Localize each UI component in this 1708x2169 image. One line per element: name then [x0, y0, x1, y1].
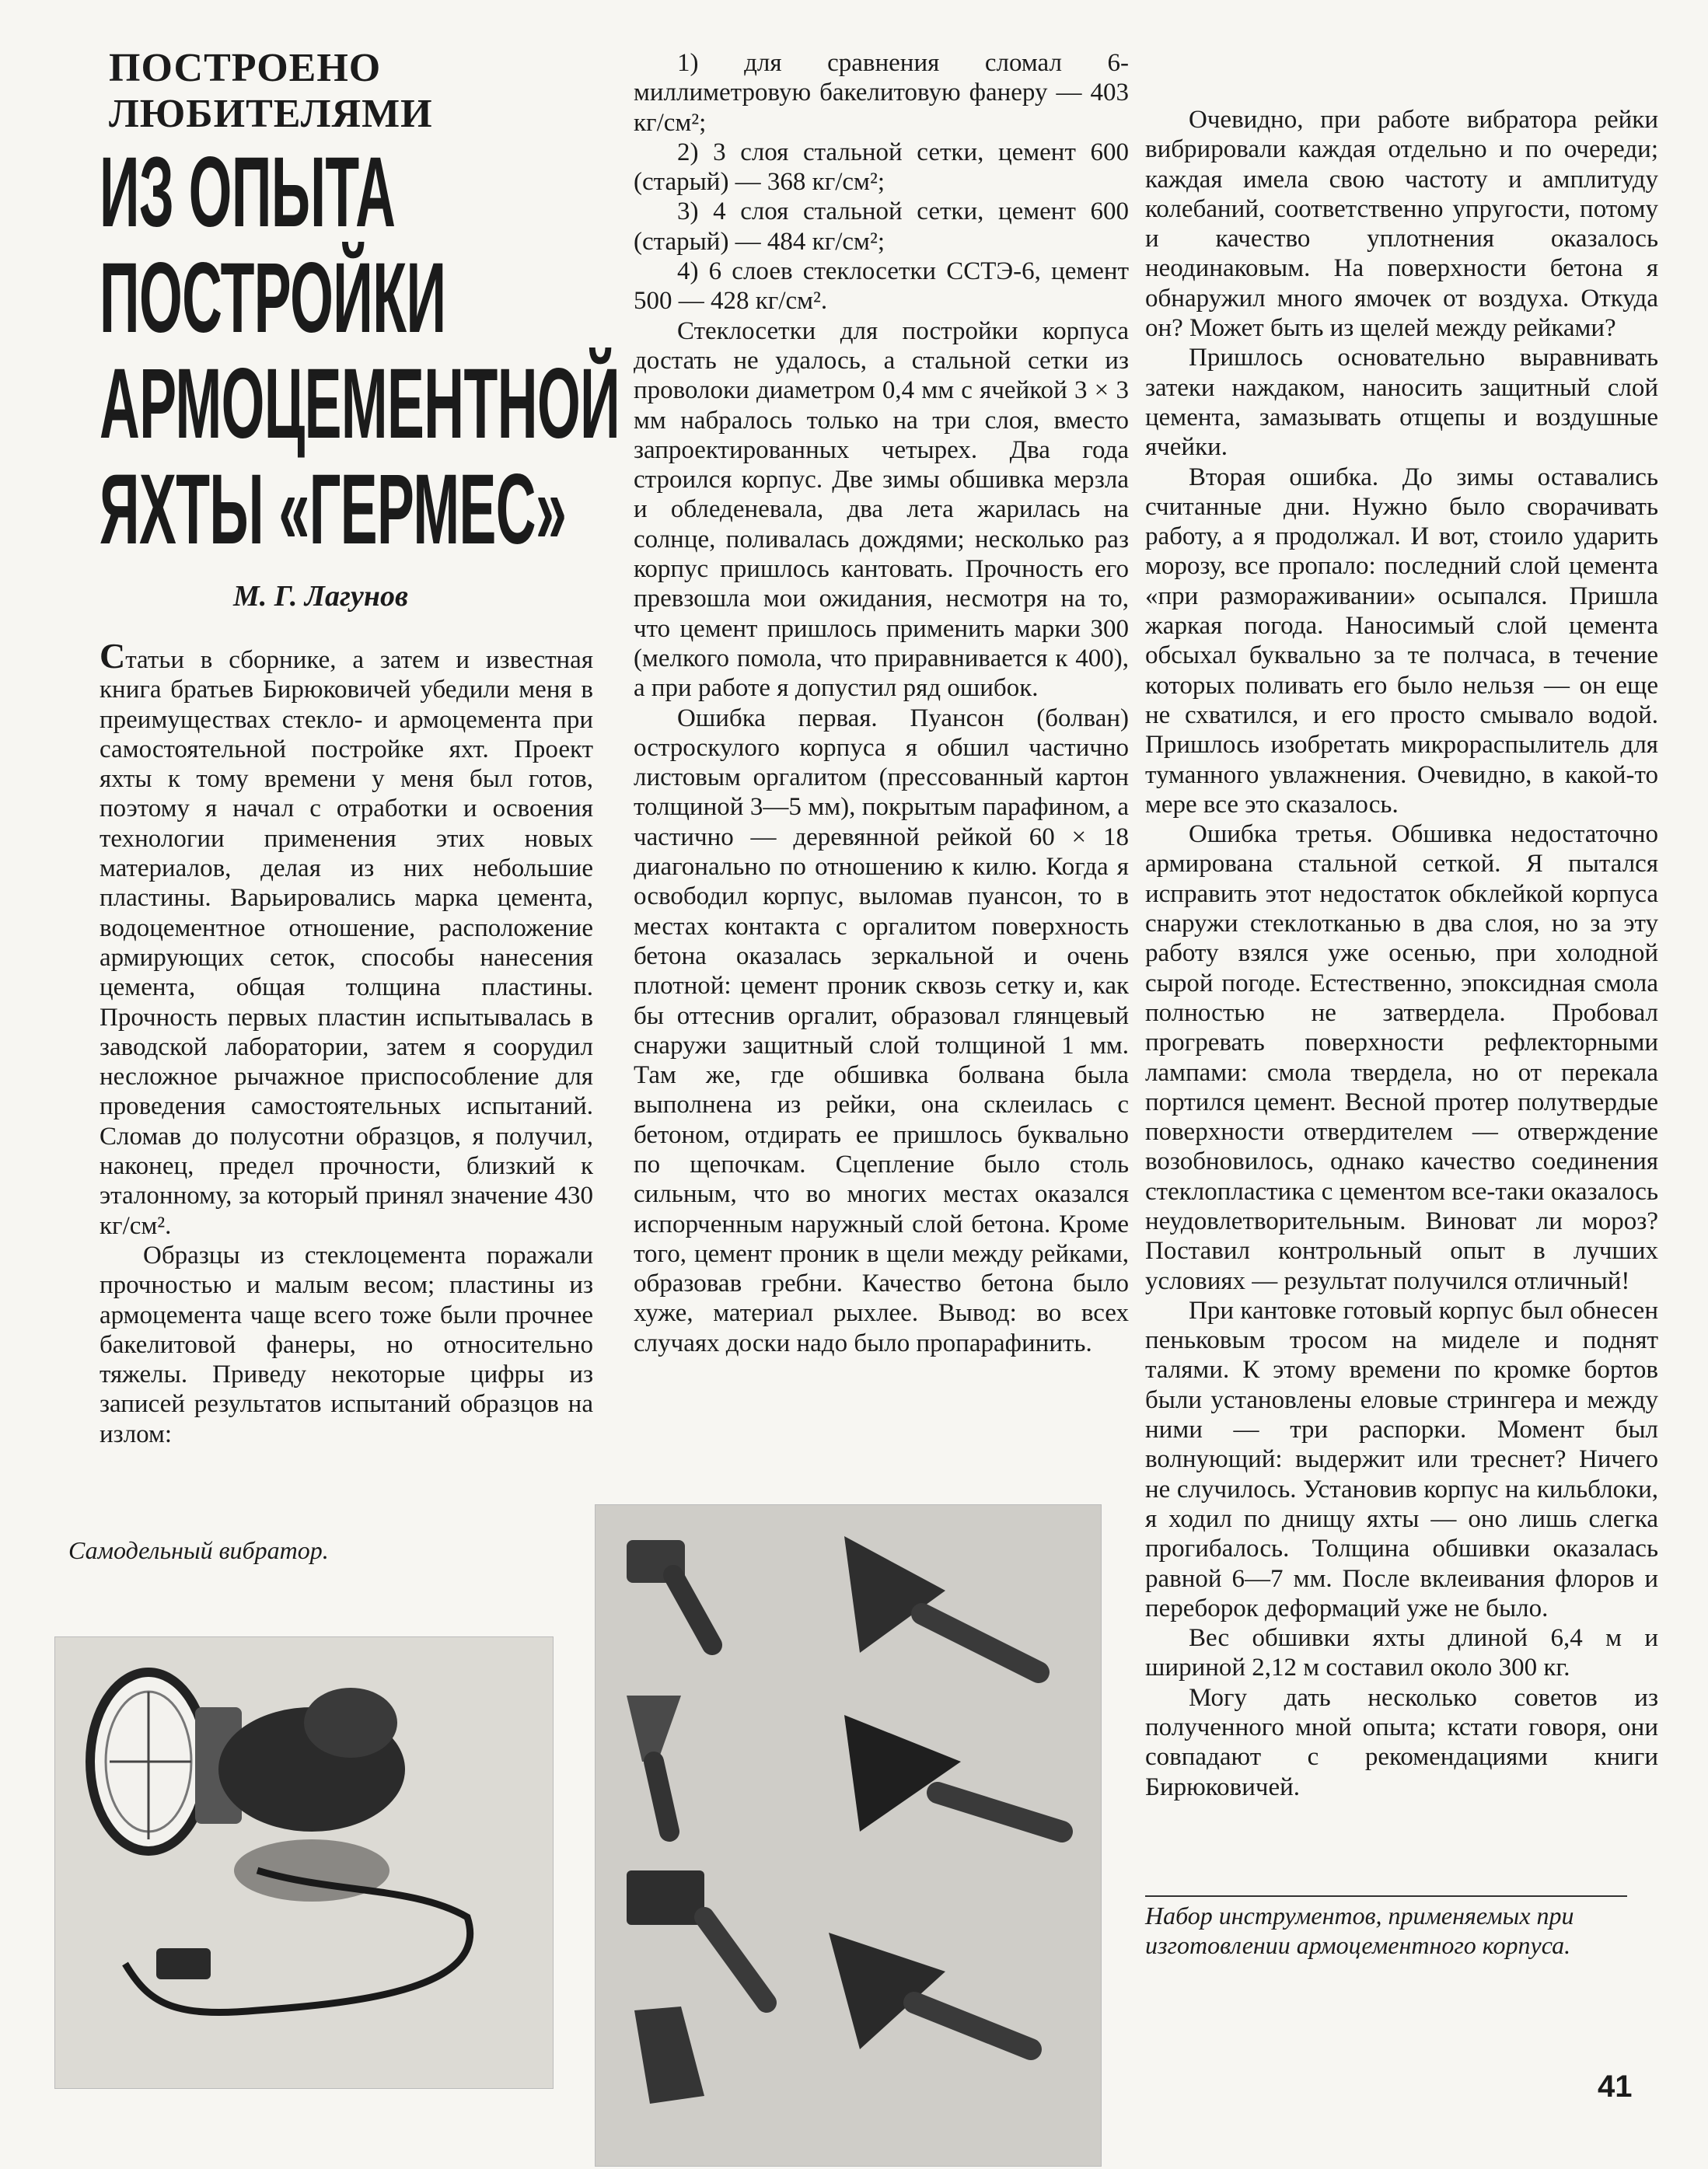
column-3 — [1145, 105, 1658, 1802]
list-item: 4) 6 слоев стеклосетки ССТЭ-6, цемент 500 — 428 кг/см². — [634, 257, 1129, 316]
section-rubric: ПОСТРОЕНО ЛЮБИТЕЛЯМИ — [109, 46, 433, 136]
page-number: 41 — [1598, 2069, 1633, 2104]
paragraph: Ошибка третья. Обшивка недостаточно армирована стальной сеткой. Я пытался исправить этот недостаток обклейкой корпуса снаружи стеклотканью в два слоя, но за эту работу взялся уже осенью, при холодной сырой погоде. Естественно, эпоксидная смола полностью не затвердела. Пробовал прогревать поверхности рефлекторными лампами: смола твердела, но от перекала портился цемент. Весной протер полутвердые поверхности отвердителем — отверждение возобновилось, однако качество соединения стеклопластика с цементом все-таки оказалось неудовлетворительным. Виноват ли мороз? Поставил контрольный опыт в лучших условиях — результат получился отличный! — [1145, 820, 1658, 1295]
caption-rule — [1145, 1895, 1627, 1897]
drop-cap: С — [100, 636, 126, 676]
tools-photo — [595, 1504, 1102, 2167]
paragraph: Ошибка первая. Пуансон (болван) остроскулого корпуса я обшил частично листовым оргалитом (прессованный картон толщиной 3—5 мм), покрытым парафином, а частично — деревянной рейкой 60 × 18 диагонально по отношению к килю. Когда я освободил корпус, выломав пуансон, то в местах контакта с оргалитом поверхность бетона оказалась зеркальной и очень плотной: цемент проник сквозь сетку и, как бы оттеснив оргалит, образовал глянцевый снаружи защитный слой толщиной 1 мм. Там же, где обшивка болвана была выполнена из рейки, она склеилась с бетоном, отдирать ее пришлось буквально по щепочкам. Сцепление было столь сильным, что во многих местах оказался испорченным наружный слой бетона. Кроме того, цемент проник в щели между рейками, образовав гребни. Качество бетона было хуже, материал рыхлее. Вывод: во всех случаях доски надо было пропарафинить. — [634, 704, 1129, 1357]
tools-caption: Набор инструментов, применяемых при изготовлении армоцементного корпуса. — [1145, 1902, 1574, 1959]
paragraph: Образцы из стеклоцемента поражали прочностью и малым весом; пластины из армоцемента чаще всего тоже были прочнее бакелитовой фанеры, но относительно тяжелы. Приведу некоторые цифры из записей результатов испытаний образцов на излом: — [100, 1241, 593, 1448]
list-item: 3) 4 слоя стальной сетки, цемент 600 (старый) — 484 кг/см²; — [634, 197, 1129, 256]
list-item: 1) для сравнения сломал 6-миллиметровую бакелитовую фанеру — 403 кг/см²; — [634, 49, 1129, 137]
vibrator-photo — [54, 1636, 554, 2089]
paragraph: Пришлось основательно выравнивать затеки наждаком, наносить защитный слой цемента, замазывать отщепы и воздушные ячейки. — [1145, 344, 1658, 462]
paragraph: При кантовке готовый корпус был обнесен пеньковым тросом на миделе и поднят талями. К этому времени по кромке бортов были установлены еловые стрингера и между ними — три распорки. Момент был волнующий: выдержит или треснет? Ничего не случилось. Установив корпус на кильблоки, я ходил по днищу яхты — оно лишь слегка прогибалось. Толщина обшивки оказалась равной 6—7 мм. После вклеивания флоров и переборок деформаций уже не было. — [1145, 1296, 1658, 1622]
paragraph: Вес обшивки яхты длиной 6,4 м и шириной 2,12 м составил около 300 кг. — [1145, 1624, 1658, 1682]
paragraph: Стеклосетки для постройки корпуса достать не удалось, а стальной сетки из проволоки диаметром 0,4 мм с ячейкой 3 × 3 мм набралось только на три слоя, вместо запроектированных четырех. Два года строился корпус. Две зимы обшивка мерзла и обледеневала, два лета жарилась на солнце, поливалась дождями; несколько раз корпус пришлось кантовать. Прочность его превзошла мои ожидания, несмотря на то, что цемент пришлось применить марки 300 (мелкого помола, что приравнивается к 400), а при работе я допустил ряд ошибок. — [634, 316, 1129, 703]
title-line: АРМОЦЕМЕНТНОЙ — [100, 348, 620, 459]
paragraph-text: татьи в сборнике, а затем и известная книга братьев Бирюковичей убедили меня в преимуществах стекло- и армоцемента при самостоятельной постройке яхт. Проект яхты к тому времени у меня был готов, поэтому я начал с отработки и освоения технологии применения этих новых материалов, делая из них небольшие пластины. Варьировались марка цемента, водоцементное отношение, расположение армирующих сеток, способы нанесения цемента, общая толщина пластины. Прочность первых пластин испытывалась в заводской лаборатории, затем я соорудил несложное рычажное приспособление для проведения самостоятельных испытаний. Сломав до полусотни образцов, я получил, наконец, предел прочности, близкий к эталонному, за который принял значение 430 кг/см². — [100, 646, 593, 1240]
paragraph: Очевидно, при работе вибратора рейки вибрировали каждая отдельно и по очереди; каждая имела свою частоту и амплитуду колебаний, соответственно упругости, потому и качество уплотнения оказалось неодинаковым. На поверхности бетона я обнаружил много ямочек от воздуха. Откуда он? Может быть из щелей между рейками? — [1145, 106, 1658, 343]
column-2 — [634, 48, 1129, 1358]
title-line: ИЗ ОПЫТА — [100, 137, 396, 248]
title-line: ЯХТЫ «ГЕРМЕС» — [100, 454, 567, 565]
paragraph: Вторая ошибка. До зимы оставались считанные дни. Нужно было сворачивать работу, а я продолжал. И вот, стоило ударить морозу, все пропало: последний слой цемента «при размораживании» осыпался. Пришла жаркая погода. Наносимый слой цемента обсыхал буквально за те полчаса, в течение которых поливать его было нельзя — он еще не схватился, и его просто смывало водой. Пришлось изобретать микрораспылитель для туманного увлажнения. Очевидно, в какой-то мере все это сказалось. — [1145, 463, 1658, 819]
vibrator-illustration — [55, 1637, 553, 2088]
list-item: 2) 3 слоя стальной сетки, цемент 600 (старый) — 368 кг/см²; — [634, 138, 1129, 197]
paragraph: Могу дать несколько советов из полученного мной опыта; кстати говоря, они совпадают с рекомендациями книги Бирюковичей. — [1145, 1683, 1658, 1801]
title-line: ПОСТРОЙКИ — [100, 243, 446, 354]
tools-illustration — [596, 1505, 1101, 2166]
paragraph — [100, 636, 593, 1241]
article-title — [100, 137, 620, 565]
author-name: М. Г. Лагунов — [233, 580, 408, 613]
column-1 — [100, 636, 593, 1449]
vibrator-caption: Самодельный вибратор. — [68, 1536, 329, 1564]
